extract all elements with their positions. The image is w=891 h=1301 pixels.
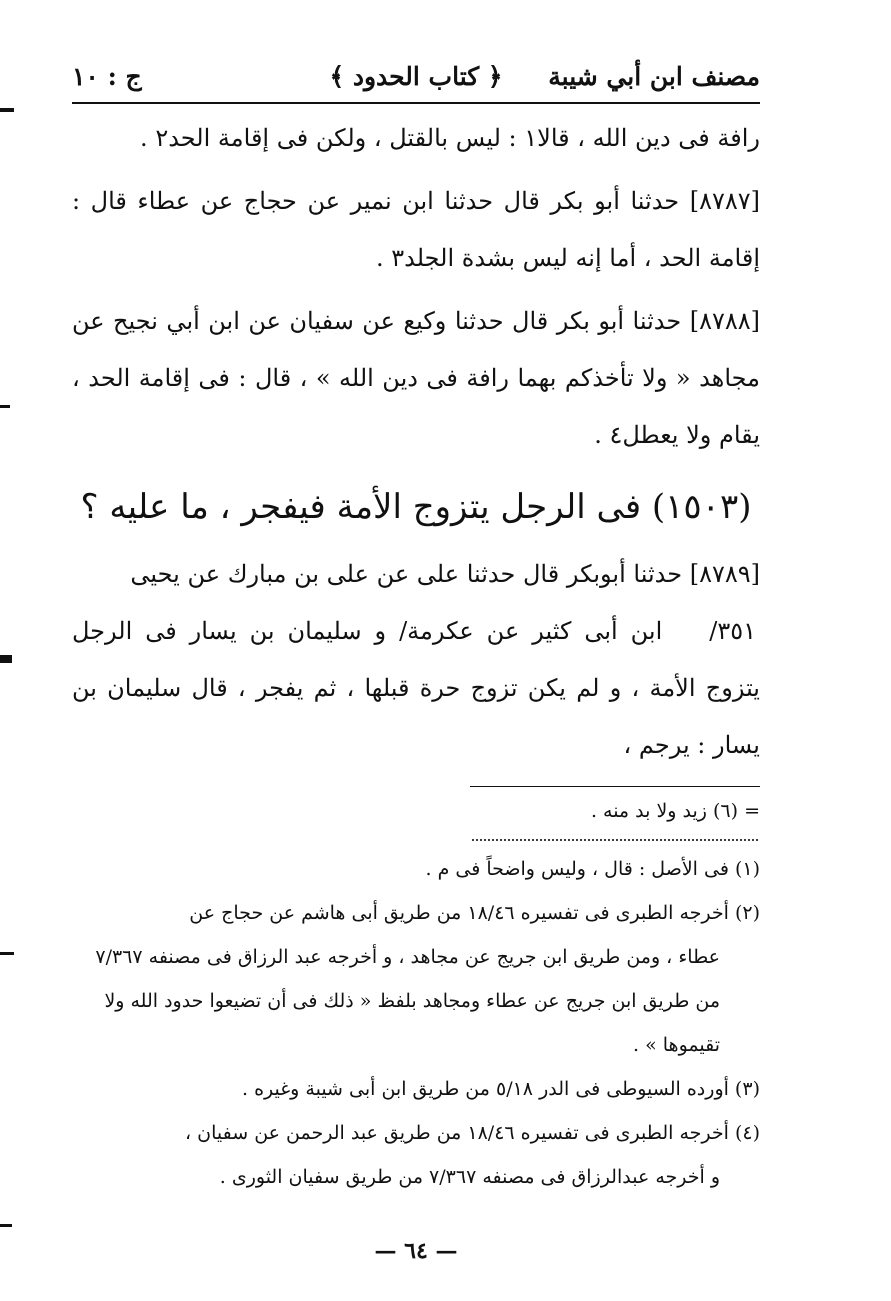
manuscript-folio: ٣٥١/ (709, 617, 756, 645)
footnote-separator (470, 786, 760, 787)
book-page (72, 50, 760, 1290)
footnote-continuation: = (٦) زيد ولا بد منه . (590, 800, 760, 822)
paragraph: رافة فى دين الله ، قالا١ : ليس بالقتل ، ولكن فى إقامة الحد٢ . (140, 124, 760, 152)
paragraph (72, 546, 760, 774)
scan-edge-mark (0, 952, 14, 955)
paragraph-line: ابن أبى كثير عن عكرمة/ و سليمان بن يسار فى الرجل يتزوج الأمة ، و لم يكن تزوج حرة قبلها ، ثم يفجر ، قال سليمان بن يسار : يرجم ، (72, 617, 760, 759)
paragraph-line: [٨٧٨٩] حدثنا أبوبكر قال حدثنا على عن على بن مبارك عن يحيى (130, 560, 760, 588)
paragraph: [٨٧٨٨] حدثنا أبو بكر قال حدثنا وكيع عن سفيان عن ابن أبي نجيح عن مجاهد « ولا تأخذكم بهما رافة فى دين الله » ، قال : فى إقامة الحد ، يقام ولا يعطل٤ . (72, 307, 760, 449)
page-number: — ٦٤ — (374, 1238, 458, 1264)
footnotes (72, 789, 760, 1199)
volume-number: ج : ١٠ (72, 61, 142, 91)
scan-edge-mark (0, 1224, 12, 1227)
scan-edge-mark (0, 655, 12, 663)
book-title: مصنف ابن أبي شيبة (548, 61, 760, 91)
footnote-continued: عطاء ، ومن طريق ابن جريج عن مجاهد ، و أخرجه عبد الرزاق فى مصنفه ٧/٣٦٧ من طريق ابن جريج عن عطاء ومجاهد بلفظ « ذلك فى أن تضيعوا حدود الله ولا تقيموها » . (95, 946, 720, 1056)
footnote: (٣) أورده السيوطى فى الدر ٥/١٨ من طريق ابن أبى شيبة وغيره . (242, 1078, 760, 1100)
main-text (72, 110, 760, 774)
chapter-heading: (١٥٠٣) فى الرجل يتزوج الأمة فيفجر ، ما عليه ؟ (80, 487, 752, 527)
section-title: ﴿ كتاب الحدود ﴾ (329, 61, 503, 91)
scan-edge-mark (0, 108, 14, 112)
scan-edge-mark (0, 405, 10, 408)
footnote-continued: و أخرجه عبدالرزاق فى مصنفه ٧/٣٦٧ من طريق سفيان الثورى . (219, 1166, 720, 1188)
footnote: (٤) أخرجه الطبرى فى تفسيره ١٨/٤٦ من طريق عبد الرحمن عن سفيان ، (185, 1122, 760, 1144)
running-header (72, 50, 760, 104)
footnote: (١) فى الأصل : قال ، وليس واضحاً فى م . (425, 858, 760, 880)
wavy-divider (470, 837, 760, 843)
paragraph: [٨٧٨٧] حدثنا أبو بكر قال حدثنا ابن نمير عن حجاج عن عطاء قال : إقامة الحد ، أما إنه ليس بشدة الجلد٣ . (72, 187, 760, 272)
footnote: (٢) أخرجه الطبرى فى تفسيره ١٨/٤٦ من طريق أبى هاشم عن حجاج عن (189, 902, 760, 924)
